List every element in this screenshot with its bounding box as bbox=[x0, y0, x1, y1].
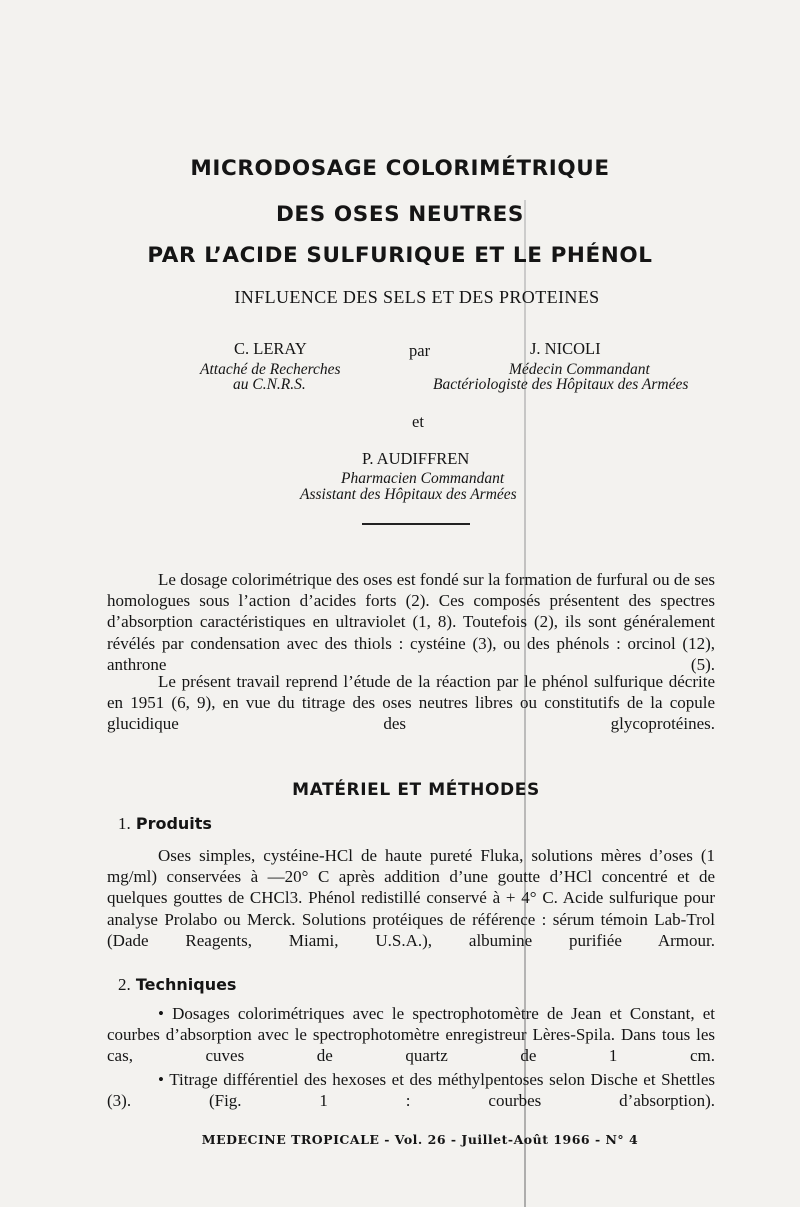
page-footer: MEDECINE TROPICALE - Vol. 26 - Juillet-Août 1966 - N° 4 bbox=[201, 1132, 639, 1147]
title-line-1: MICRODOSAGE COLORIMÉTRIQUE bbox=[190, 156, 610, 181]
author-2-role-1: Médecin Commandant bbox=[509, 361, 650, 378]
author-3-name: P. AUDIFFREN bbox=[362, 449, 470, 468]
separator-rule bbox=[362, 523, 470, 525]
products-paragraph: Oses simples, cystéine-HCl de haute pureté Fluka, solutions mères d’oses (1 mg/ml) conservées à —20° C après addition d’une goutte d’HCl concentré et de quelques gouttes de CHCl3. Phénol redistillé conservé à + 4° C. Acide sulfurique pour analyse Prolabo ou Merck. Solutions protéiques de référence : sérum témoin Lab-Trol (Dade Reagents, Miami, U.S.A.), albumine purifiée Armour. bbox=[107, 846, 715, 950]
subsection-1-heading: 1. Produits bbox=[118, 814, 212, 833]
author-1-name: C. LERAY bbox=[234, 339, 307, 358]
title-line-2: DES OSES NEUTRES bbox=[275, 202, 525, 227]
intro-paragraph-2: Le présent travail reprend l’étude de la réaction par le phénol sulfurique décrite en 1951 (6, 9), en vue du titrage des oses neutres libres ou constitutifs de la copule glucidique des glycoprotéines. bbox=[107, 672, 716, 734]
author-2-role-2: Bactériologiste des Hôpitaux des Armées bbox=[433, 376, 689, 393]
author-1-role-1: Attaché de Recherches bbox=[200, 361, 341, 378]
by-label: par bbox=[409, 341, 431, 360]
subsection-2-heading: 2. Techniques bbox=[118, 975, 237, 994]
title-line-3: PAR L’ACIDE SULFURIQUE ET LE PHÉNOL bbox=[147, 243, 653, 268]
author-2-name: J. NICOLI bbox=[530, 339, 601, 358]
subtitle: INFLUENCE DES SELS ET DES PROTEINES bbox=[234, 287, 600, 307]
intro-paragraph-1: Le dosage colorimétrique des oses est fondé sur la formation de furfural ou de ses homologues sous l’action d’acides forts (2). Ces composés présentent des spectres d’absorption caractéristiques en ultraviolet (1, 8). Toutefois (2), ils sont généralement révélés par condensation avec des thiols : cystéine (3), ou des phénols : orcinol (12), anthrone (5). bbox=[107, 570, 716, 674]
section-title-materials-methods: MATÉRIEL ET MÉTHODES bbox=[292, 780, 540, 800]
and-label: et bbox=[412, 412, 424, 431]
author-3-role-1: Pharmacien Commandant bbox=[341, 470, 505, 487]
techniques-paragraph-1: • Dosages colorimétriques avec le spectrophotomètre de Jean et Constant, et courbes d’absorption avec le spectrophotomètre enregistreur Lères-Spila. Dans tous les cas, cuves de quartz de 1 cm. bbox=[107, 1004, 716, 1066]
author-1-role-2: au C.N.R.S. bbox=[233, 376, 306, 393]
author-3-role-2: Assistant des Hôpitaux des Armées bbox=[300, 486, 517, 503]
techniques-paragraph-2: • Titrage différentiel des hexoses et des méthylpentoses selon Dische et Shettles (3). (Fig. 1 : courbes d’absorption). bbox=[107, 1070, 715, 1111]
